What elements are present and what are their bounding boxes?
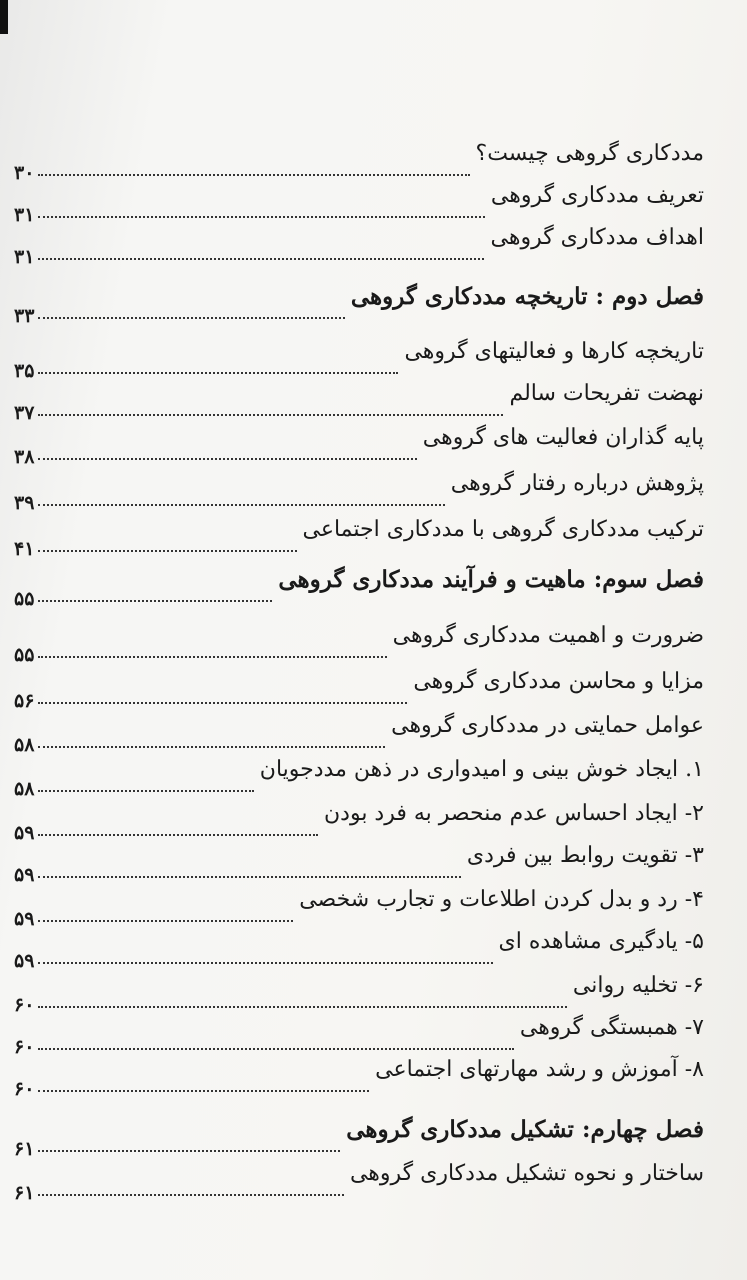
section-title: پژوهش درباره رفتار گروهی [450,471,704,496]
dot-leader [38,834,318,836]
toc-chapter-row [14,566,704,610]
page-number: ۵۹ [14,864,35,886]
page-number: ۵۹ [14,822,35,844]
section-title: تعریف مددکاری گروهی [490,183,704,208]
dot-leader [38,216,485,218]
dot-leader [38,656,387,658]
dot-leader [38,876,461,878]
dot-leader [38,746,385,748]
dot-leader [38,702,407,704]
section-title: ۶- تخلیه روانی [572,973,704,998]
section-title: ۲- ایجاد احساس عدم منحصر به فرد بودن [324,801,704,826]
toc-row [14,1056,704,1100]
toc-row [14,338,704,382]
toc-row [14,424,704,468]
toc-row [14,224,704,268]
section-title: مزایا و محاسن مددکاری گروهی [413,669,704,694]
page-number: ۴۱ [14,538,35,560]
chapter-title: فصل چهارم: تشکیل مددکاری گروهی [346,1116,704,1143]
toc-row [14,622,704,666]
dot-leader [38,920,293,922]
page-number: ۳۸ [14,446,35,468]
page-number: ۳۵ [14,360,35,382]
section-title: عوامل حمایتی در مددکاری گروهی [391,713,704,738]
dot-leader [38,414,503,416]
toc-row [14,182,704,226]
dot-leader [38,174,470,176]
dot-leader [38,962,493,964]
toc-row [14,1014,704,1058]
page-number: ۶۱ [14,1182,35,1204]
section-title: مددکاری گروهی چیست؟ [475,141,704,166]
page-number: ۶۰ [14,994,35,1016]
page-number: ۵۹ [14,908,35,930]
page-number: ۳۱ [14,204,35,226]
toc-row [14,668,704,712]
toc-row [14,842,704,886]
section-title: اهداف مددکاری گروهی [490,225,704,250]
page-number: ۵۸ [14,778,35,800]
toc-row [14,886,704,930]
section-title: ۸- آموزش و رشد مهارتهای اجتماعی [375,1057,704,1082]
dot-leader [38,1194,344,1196]
page-number: ۵۹ [14,950,35,972]
dot-leader [38,600,272,602]
page-number: ۵۶ [14,690,35,712]
page-number: ۵۵ [14,588,35,610]
dot-leader [38,1048,514,1050]
chapter-title: فصل سوم: ماهیت و فرآیند مددکاری گروهی [278,566,704,593]
toc-row [14,928,704,972]
dot-leader [38,1006,567,1008]
dot-leader [38,1150,340,1152]
section-title: ۱. ایجاد خوش بینی و امیدواری در ذهن مددجویان [259,757,704,782]
toc-row [14,470,704,514]
section-title: ۵- یادگیری مشاهده ای [498,929,704,954]
page-number: ۳۳ [14,305,35,327]
toc-chapter-row [14,1116,704,1160]
toc-row [14,380,704,424]
dot-leader [38,790,254,792]
section-title: ۷- همبستگی گروهی [519,1015,704,1040]
page-number: ۵۸ [14,734,35,756]
page-number: ۶۱ [14,1138,35,1160]
toc-row [14,1160,704,1204]
section-title: پایه گذاران فعالیت های گروهی [422,425,704,450]
page-number: ۳۷ [14,402,35,424]
page-number: ۳۰ [14,162,35,184]
section-title: ترکیب مددکاری گروهی با مددکاری اجتماعی [302,517,704,542]
dot-leader [38,1090,369,1092]
dot-leader [38,317,345,319]
toc-row [14,516,704,560]
dot-leader [38,504,445,506]
toc-row [14,140,704,184]
chapter-title: فصل دوم : تاریخچه مددکاری گروهی [350,283,704,310]
section-title: ساختار و نحوه تشکیل مددکاری گروهی [349,1161,704,1186]
dot-leader [38,372,398,374]
dot-leader [38,258,484,260]
dot-leader [38,550,297,552]
section-title: ۴- رد و بدل کردن اطلاعات و تجارب شخصی [299,887,704,912]
toc-row [14,800,704,844]
toc-chapter-row [14,283,704,327]
page-number: ۵۵ [14,644,35,666]
section-title: نهضت تفریحات سالم [509,381,704,406]
page-number: ۳۹ [14,492,35,514]
section-title: تاریخچه کارها و فعالیتهای گروهی [404,339,704,364]
page-number: ۶۰ [14,1078,35,1100]
toc-row [14,712,704,756]
page-number: ۶۰ [14,1036,35,1058]
toc-row [14,972,704,1016]
toc-row [14,756,704,800]
section-title: ۳- تقویت روابط بین فردی [466,843,704,868]
dot-leader [38,458,417,460]
page-number: ۳۱ [14,246,35,268]
section-title: ضرورت و اهمیت مددکاری گروهی [392,623,704,648]
